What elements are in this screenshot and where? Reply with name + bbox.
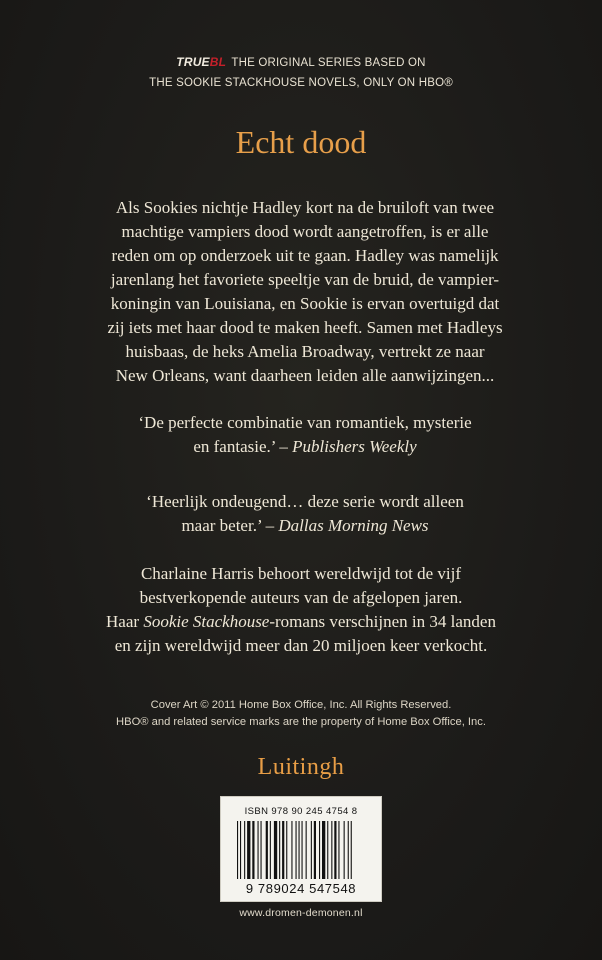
review-quote-publishers-weekly	[70, 411, 540, 459]
quote-line: en fantasie.’ – Publishers Weekly	[193, 437, 417, 456]
isbn-text: ISBN 978 90 245 4754 8	[244, 806, 358, 817]
true-blood-logo: TRUEBL	[176, 55, 227, 69]
blurb-line: koningin van Louisiana, en Sookie is ervan overtuigd dat	[110, 294, 500, 313]
trademark-line: HBO® and related service marks are the property of Home Box Office, Inc.	[116, 716, 486, 728]
quote-source: Dallas Morning News	[278, 516, 429, 535]
header-line-1	[0, 52, 602, 73]
blurb	[70, 196, 540, 388]
author-info	[50, 562, 552, 658]
series-header	[0, 52, 602, 93]
barcode-label	[220, 796, 382, 902]
series-name: Sookie Stackhouse	[143, 612, 270, 631]
author-line: Charlaine Harris behoort wereldwijd tot de vijf	[140, 564, 462, 583]
blurb-line: machtige vampiers dood wordt aangetroffen, is er alle	[121, 222, 489, 241]
blurb-line: zij iets met haar dood te maken heeft. Samen met Hadleys	[107, 318, 503, 337]
author-line: en zijn wereldwijd meer dan 20 miljoen keer verkocht.	[114, 636, 488, 655]
review-quote-dallas-morning-news	[70, 490, 540, 538]
book-title: Echt dood	[235, 124, 367, 160]
website-url: www.dromen-demonen.nl	[239, 907, 363, 919]
copyright-line: Cover Art © 2011 Home Box Office, Inc. All Rights Reserved.	[150, 699, 452, 711]
blurb-line: reden om op onderzoek uit te gaan. Hadley was namelijk	[111, 246, 499, 265]
quote-line: ‘De perfecte combinatie van romantiek, mysterie	[138, 413, 472, 432]
quote-source: Publishers Weekly	[292, 437, 417, 456]
quote-line: ‘Heerlijk ondeugend… deze serie wordt alleen	[146, 492, 464, 511]
header-line-2: THE SOOKIE STACKHOUSE NOVELS, ONLY ON HBO®	[149, 77, 453, 89]
blurb-line: huisbaas, de heks Amelia Broadway, vertrekt ze naar	[125, 342, 485, 361]
copyright-notice	[0, 697, 602, 731]
header-text-1: THE ORIGINAL SERIES BASED ON	[231, 57, 426, 69]
blurb-line: New Orleans, want daarheen leiden alle aanwijzingen...	[115, 366, 495, 385]
author-line: bestverkopende auteurs van de afgelopen jaren.	[139, 588, 463, 607]
blurb-line: jarenlang het favoriete speeltje van de bruid, de vampier-	[110, 270, 500, 289]
blurb-line: Als Sookies nichtje Hadley kort na de bruiloft van twee	[115, 198, 495, 217]
quote-line: maar beter.’ – Dallas Morning News	[181, 516, 429, 535]
barcode-icon	[235, 821, 367, 881]
author-line: Haar Sookie Stackhouse-romans verschijnen in 34 landen	[106, 612, 496, 631]
publisher-logo: Luitingh	[257, 754, 345, 780]
barcode-number: 9 789024 547548	[245, 881, 357, 896]
